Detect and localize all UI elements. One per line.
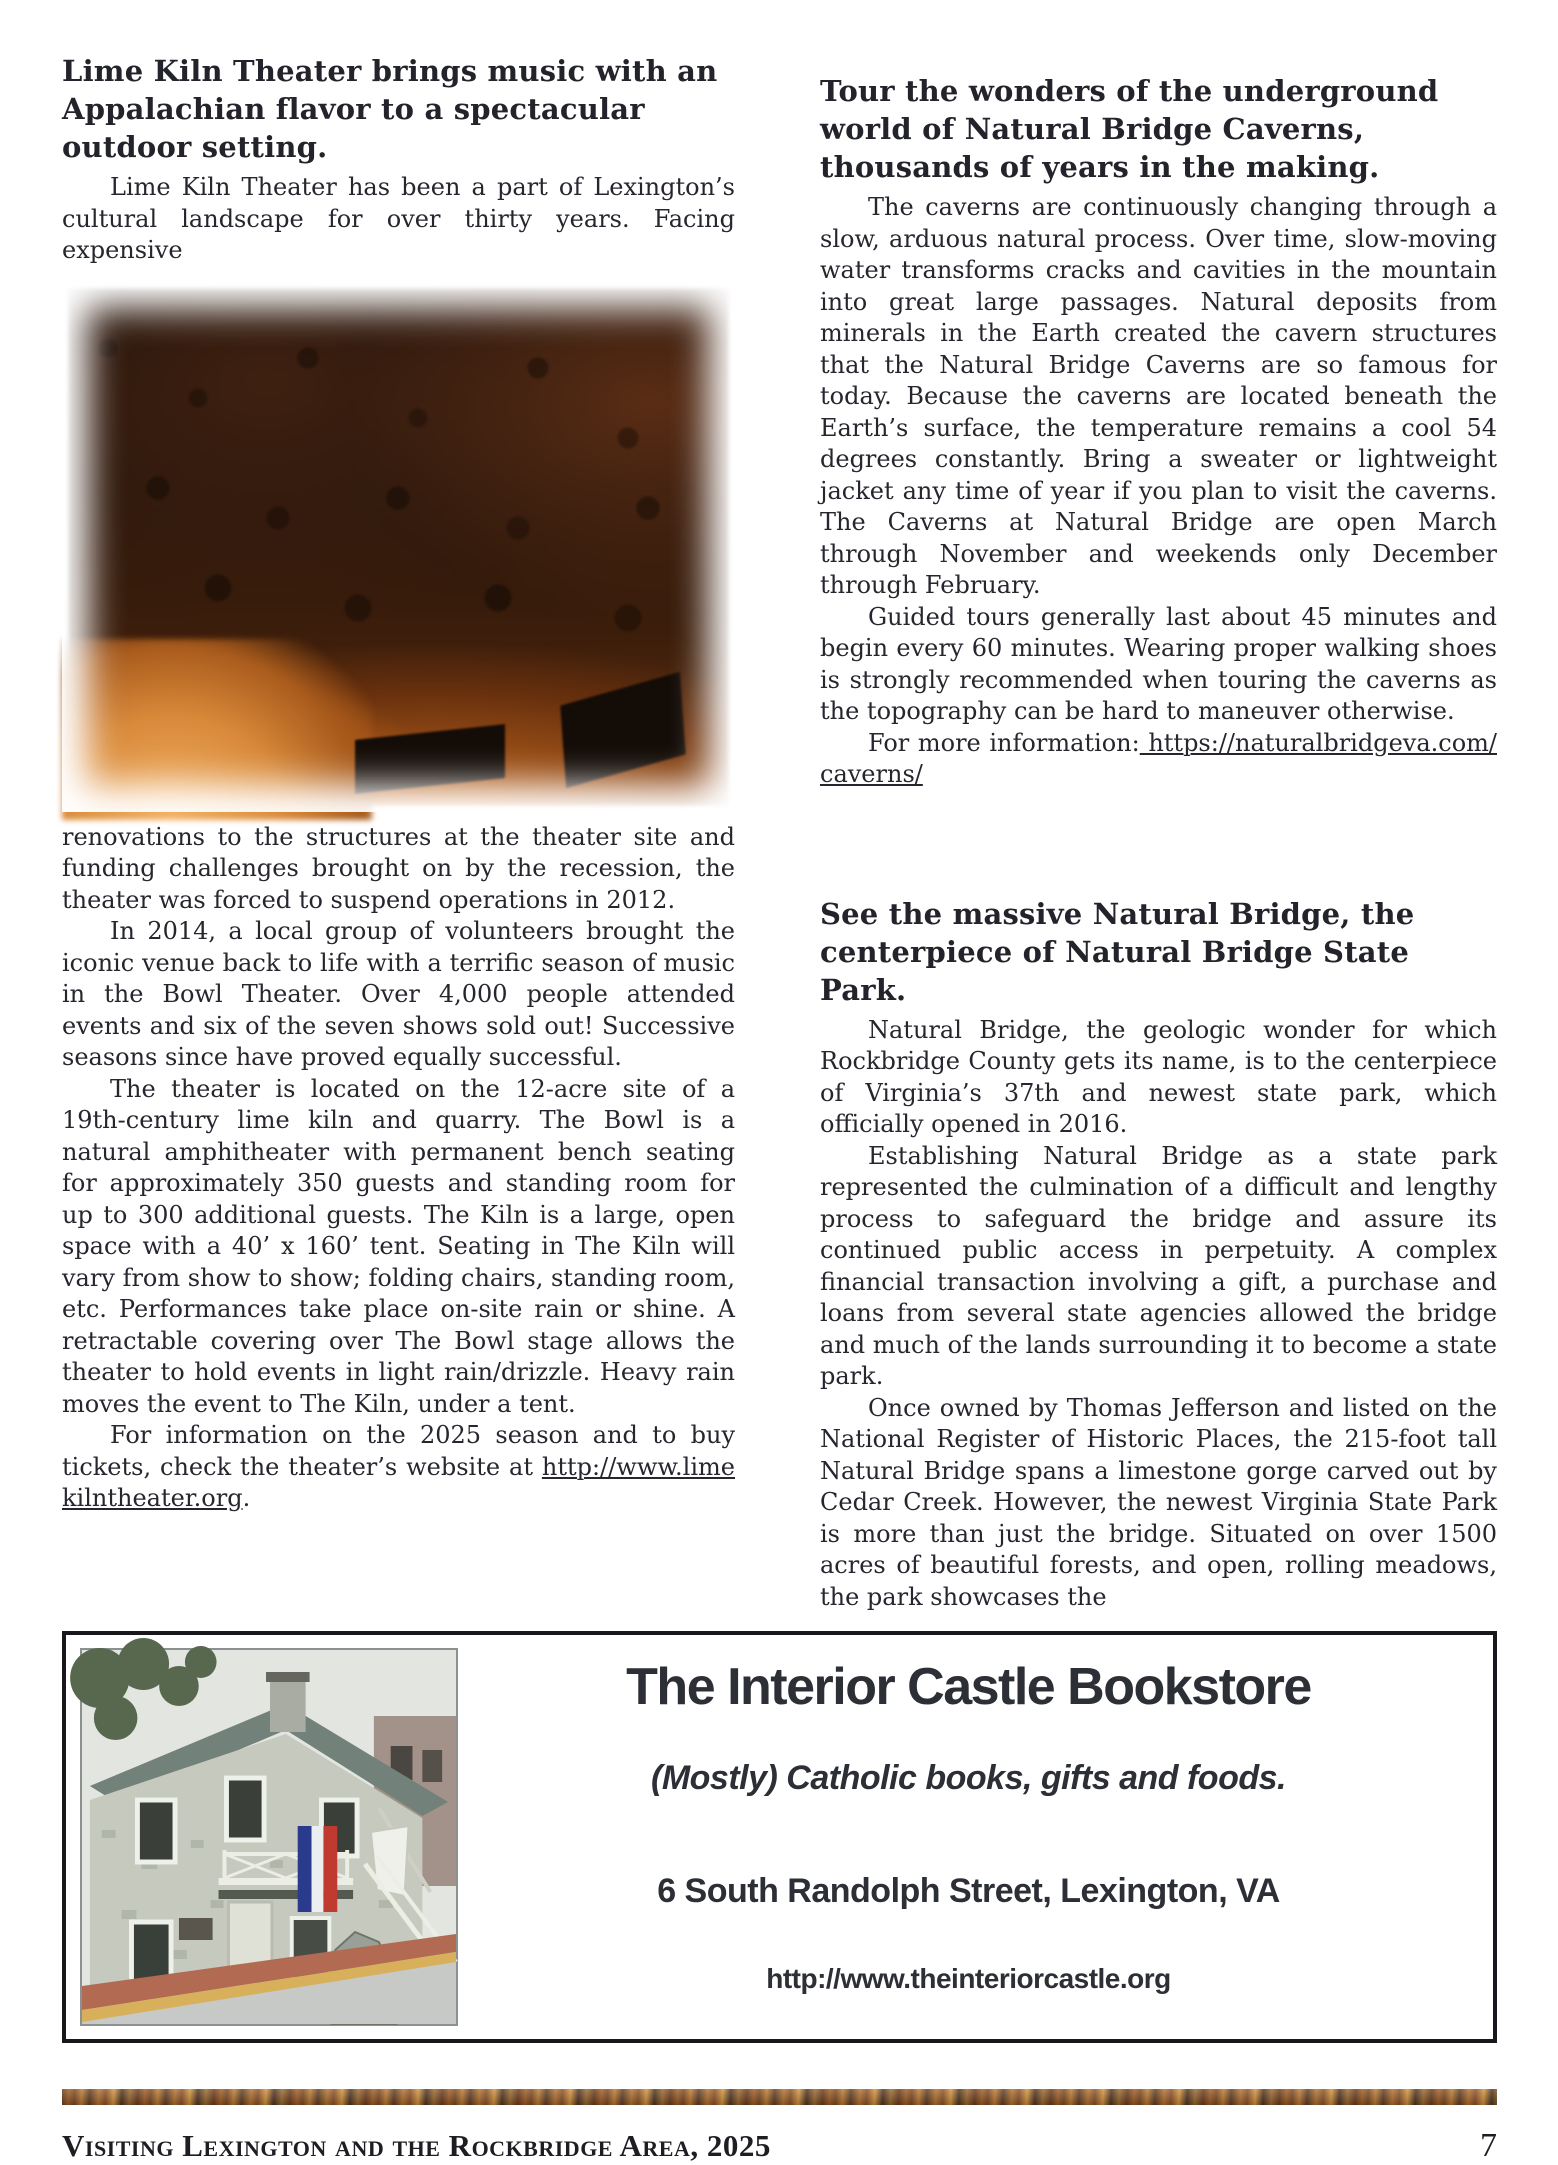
caverns-heading: Tour the wonders of the underground world of Natural Bridge Caverns, thousands of years in the making. (820, 74, 1439, 184)
lime-kiln-heading: Lime Kiln Theater brings music with an Appalachian flavor to a spectacular outdoor setting. (62, 54, 718, 164)
ad-tagline: (Mostly) Catholic books, gifts and foods. (651, 1758, 1286, 1797)
theater-photo-vignette (62, 282, 735, 812)
interior-castle-bookstore-ad (62, 1631, 1497, 2043)
ad-text-block (458, 1646, 1479, 2028)
wood-texture-divider (62, 2089, 1497, 2105)
lime-kiln-intro-paragraph: Lime Kiln Theater has been a part of Lexington’s cultural landscape for over thirty years. Facing expensive (62, 173, 735, 264)
lime-kiln-paragraph: The theater is located on the 12-acre site of a 19th-century lime kiln and quarry. The Bowl is a natural amphitheater with permanent bench seating for approximately 350 guests and standing room for up to 300 additional guests. The Kiln is a large, open space with a 40’ x 160’ tent. Seating in The Kiln will vary from show to show; folding chairs, standing room, etc. Performances take place on-site rain or shine. A retractable covering over The Bowl stage allows the theater to hold events in light rain/drizzle. Heavy rain moves the event to The Kiln, under a tent. (62, 1074, 735, 1418)
left-column (62, 52, 735, 1515)
lime-kiln-theater-photo (62, 282, 735, 812)
natural-bridge-paragraph: Establishing Natural Bridge as a state park represented the culmination of a difficult and lengthy process to safeguard the bridge and assure its continued public access in perpetuity. A complex financial transaction involving a gift, a purchase and loans from several state agencies allowed the bridge and much of the lands surrounding it to become a state park. (820, 1141, 1497, 1390)
page-number: 7 (1480, 2127, 1497, 2164)
limekiln-theater-link[interactable]: http://www.limekilntheater.org (62, 1452, 735, 1512)
bookstore-building-photo (80, 1648, 458, 2026)
bookstore-photo-illustration (82, 1650, 456, 2024)
ad-title: The Interior Castle Bookstore (626, 1658, 1311, 1716)
tickets-text-suffix: . (242, 1484, 251, 1512)
ad-address: 6 South Randolph Street, Lexington, VA (657, 1871, 1280, 1910)
lime-kiln-tickets-paragraph (62, 1420, 735, 1515)
caverns-info-text: For more information: (868, 728, 1140, 757)
ad-website-url: http://www.theinteriorcastle.org (766, 1962, 1171, 1994)
natural-bridge-paragraph: Once owned by Thomas Jefferson and listed on the National Register of Historic Places, the 215-foot tall Natural Bridge spans a limestone gorge carved out by Cedar Creek. However, the newest Virginia State Park is more than just the bridge. Situated on over 1500 acres of beautiful forests, and open, rolling meadows, the park showcases the (820, 1393, 1497, 1611)
page-footer (62, 2127, 1497, 2165)
naturalbridge-caverns-link[interactable]: https://naturalbridgeva.com/caverns/ (820, 728, 1498, 788)
lime-kiln-paragraph: In 2014, a local group of volunteers brought the iconic venue back to life with a terrific season of music in the Bowl Theater. Over 4,000 people attended events and six of the seven shows sold out! Successive seasons since have proved equally successful. (62, 917, 735, 1071)
publication-title: Visiting Lexington and the Rockbridge Area, 2025 (62, 2128, 771, 2163)
natural-bridge-heading: See the massive Natural Bridge, the centerpiece of Natural Bridge State Park. (820, 896, 1415, 1007)
caverns-paragraph: The caverns are continuously changing through a slow, arduous natural process. Over time, slow-moving water transforms cracks and cavities in the mountain into great large passages. Natural deposits from minerals in the Earth created the cavern structures that the Natural Bridge Caverns are so famous for today. Because the caverns are located beneath the Earth’s surface, the temperature remains a cool 54 degrees constantly. Bring a sweater or lightweight jacket any time of year if you plan to visit the caverns. The Caverns at Natural Bridge are open March through November and weekends only December through February. (820, 193, 1497, 599)
tickets-text: For information on the 2025 season and to buy tickets, check the theater’s website at (62, 1421, 735, 1481)
caverns-info-paragraph (820, 728, 1497, 791)
right-column (820, 52, 1497, 1613)
lime-kiln-paragraph: renovations to the structures at the theater site and funding challenges brought on by the recession, the theater was forced to suspend operations in 2012. (62, 822, 735, 914)
two-column-layout (62, 52, 1497, 1613)
natural-bridge-paragraph: Natural Bridge, the geologic wonder for which Rockbridge County gets its name, is to the centerpiece of Virginia’s 37th and newest state park, which officially opened in 2016. (820, 1015, 1497, 1138)
caverns-paragraph: Guided tours generally last about 45 minutes and begin every 60 minutes. Wearing proper walking shoes is strongly recommended when touring the caverns as the topography can be hard to maneuver otherwise. (820, 602, 1497, 725)
